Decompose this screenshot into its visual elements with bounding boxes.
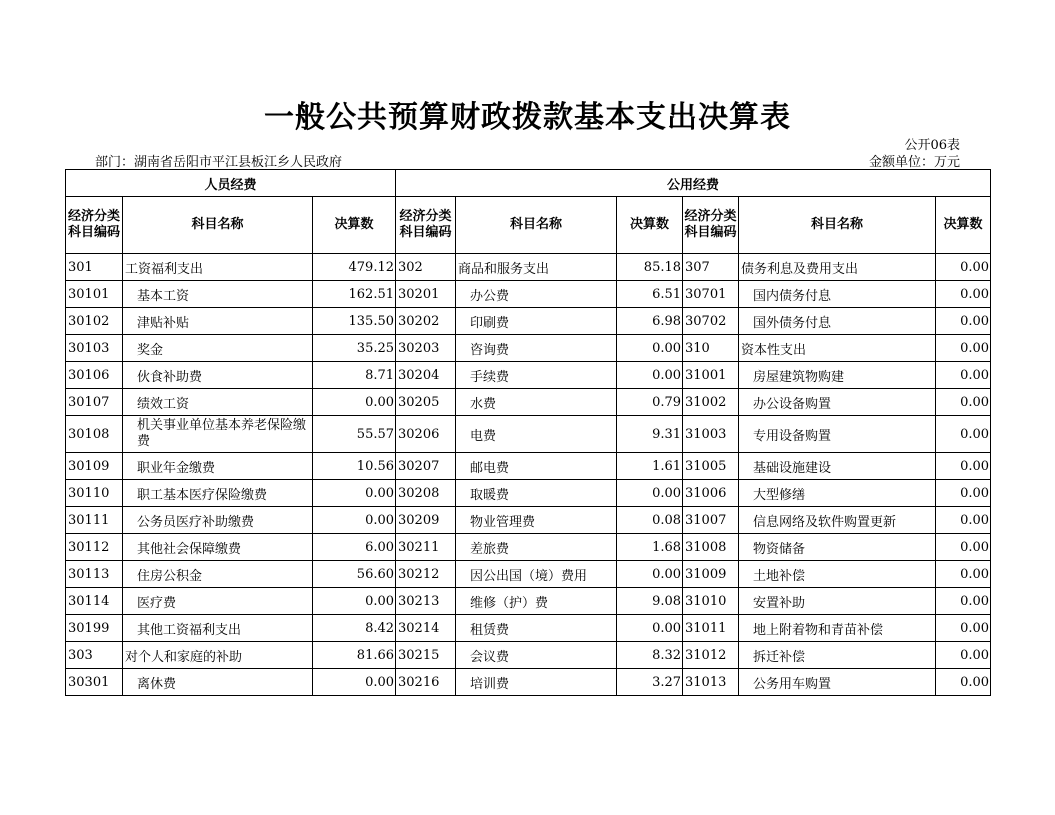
item-name-cell: 机关事业单位基本养老保险缴费	[123, 416, 313, 453]
item-name-cell: 伙食补助费	[123, 362, 313, 389]
item-name-cell: 专用设备购置	[739, 416, 936, 453]
item-name-cell: 培训费	[456, 669, 617, 696]
table-row	[66, 534, 991, 561]
amount-cell: 0.00	[936, 362, 991, 389]
code-cell: 302	[396, 254, 456, 281]
amount-cell: 0.79	[617, 389, 683, 416]
table-row	[66, 588, 991, 615]
item-name-cell: 津贴补贴	[123, 308, 313, 335]
code-cell: 31012	[683, 642, 739, 669]
amount-cell: 35.25	[313, 335, 396, 362]
amount-cell: 0.00	[313, 389, 396, 416]
item-name-cell: 地上附着物和青苗补偿	[739, 615, 936, 642]
item-name-cell: 拆迁补偿	[739, 642, 936, 669]
amount-cell: 0.00	[936, 615, 991, 642]
code-cell: 31008	[683, 534, 739, 561]
amount-cell: 0.00	[936, 281, 991, 308]
department-label: 部门：湖南省岳阳市平江县板江乡人民政府	[95, 155, 343, 170]
code-cell: 31005	[683, 453, 739, 480]
item-name-cell: 绩效工资	[123, 389, 313, 416]
item-name-cell: 国外债务付息	[739, 308, 936, 335]
code-cell: 30106	[66, 362, 123, 389]
amount-cell: 0.00	[936, 669, 991, 696]
code-cell: 31006	[683, 480, 739, 507]
amount-cell: 85.18	[617, 254, 683, 281]
amount-cell: 0.00	[936, 642, 991, 669]
table-row	[66, 507, 991, 534]
item-name-cell: 咨询费	[456, 335, 617, 362]
code-cell: 31011	[683, 615, 739, 642]
table-row	[66, 308, 991, 335]
item-name-cell: 取暖费	[456, 480, 617, 507]
item-name-cell: 医疗费	[123, 588, 313, 615]
amount-cell: 0.00	[936, 534, 991, 561]
amount-cell: 3.27	[617, 669, 683, 696]
item-name-cell: 基本工资	[123, 281, 313, 308]
amount-cell: 162.51	[313, 281, 396, 308]
amount-cell: 0.00	[936, 335, 991, 362]
code-cell: 31010	[683, 588, 739, 615]
page-title: 一般公共预算财政拨款基本支出决算表	[264, 100, 791, 135]
amount-cell: 0.00	[617, 561, 683, 588]
amount-cell: 6.98	[617, 308, 683, 335]
item-name-cell: 职业年金缴费	[123, 453, 313, 480]
header-name: 科目名称	[739, 197, 936, 254]
item-name-cell: 资本性支出	[739, 335, 936, 362]
item-name-cell: 债务利息及费用支出	[739, 254, 936, 281]
code-cell: 301	[66, 254, 123, 281]
code-cell: 30103	[66, 335, 123, 362]
amount-cell: 0.00	[617, 362, 683, 389]
code-cell: 30205	[396, 389, 456, 416]
amount-cell: 0.00	[936, 507, 991, 534]
code-cell: 30107	[66, 389, 123, 416]
item-name-cell: 其他社会保障缴费	[123, 534, 313, 561]
table-row	[66, 615, 991, 642]
item-name-cell: 信息网络及软件购置更新	[739, 507, 936, 534]
code-cell: 303	[66, 642, 123, 669]
amount-cell: 0.00	[936, 389, 991, 416]
code-cell: 30108	[66, 416, 123, 453]
code-cell: 30199	[66, 615, 123, 642]
item-name-cell: 电费	[456, 416, 617, 453]
code-cell: 30114	[66, 588, 123, 615]
amount-cell: 0.00	[617, 335, 683, 362]
item-name-cell: 办公费	[456, 281, 617, 308]
table-row	[66, 416, 991, 453]
header-amount: 决算数	[313, 197, 396, 254]
form-number: 公开06表	[904, 138, 960, 153]
amount-cell: 135.50	[313, 308, 396, 335]
section-public: 公用经费	[396, 170, 991, 197]
amount-cell: 0.00	[936, 308, 991, 335]
item-name-cell: 国内债务付息	[739, 281, 936, 308]
amount-cell: 0.00	[617, 480, 683, 507]
code-cell: 30215	[396, 642, 456, 669]
amount-cell: 1.61	[617, 453, 683, 480]
header-code: 经济分类科目编码	[66, 197, 123, 254]
amount-cell: 0.00	[936, 480, 991, 507]
amount-cell: 8.32	[617, 642, 683, 669]
amount-cell: 0.00	[617, 615, 683, 642]
table-row	[66, 561, 991, 588]
code-cell: 30102	[66, 308, 123, 335]
code-cell: 30101	[66, 281, 123, 308]
code-cell: 31002	[683, 389, 739, 416]
code-cell: 30113	[66, 561, 123, 588]
code-cell: 30201	[396, 281, 456, 308]
item-name-cell: 邮电费	[456, 453, 617, 480]
item-name-cell: 公务员医疗补助缴费	[123, 507, 313, 534]
item-name-cell: 物业管理费	[456, 507, 617, 534]
amount-cell: 56.60	[313, 561, 396, 588]
amount-cell: 1.68	[617, 534, 683, 561]
amount-cell: 0.00	[936, 416, 991, 453]
item-name-cell: 物资储备	[739, 534, 936, 561]
code-cell: 30702	[683, 308, 739, 335]
amount-cell: 55.57	[313, 416, 396, 453]
item-name-cell: 维修（护）费	[456, 588, 617, 615]
item-name-cell: 手续费	[456, 362, 617, 389]
code-cell: 30207	[396, 453, 456, 480]
item-name-cell: 办公设备购置	[739, 389, 936, 416]
header-name: 科目名称	[456, 197, 617, 254]
item-name-cell: 水费	[456, 389, 617, 416]
amount-cell: 0.00	[313, 588, 396, 615]
code-cell: 30112	[66, 534, 123, 561]
code-cell: 30208	[396, 480, 456, 507]
item-name-cell: 公务用车购置	[739, 669, 936, 696]
table-row	[66, 254, 991, 281]
amount-cell: 10.56	[313, 453, 396, 480]
amount-cell: 0.00	[313, 480, 396, 507]
code-cell: 30209	[396, 507, 456, 534]
code-cell: 30202	[396, 308, 456, 335]
header-code: 经济分类科目编码	[683, 197, 739, 254]
table-row	[66, 335, 991, 362]
item-name-cell: 基础设施建设	[739, 453, 936, 480]
table-row	[66, 669, 991, 696]
expenditure-table	[65, 169, 991, 696]
item-name-cell: 差旅费	[456, 534, 617, 561]
item-name-cell: 印刷费	[456, 308, 617, 335]
item-name-cell: 对个人和家庭的补助	[123, 642, 313, 669]
amount-cell: 0.00	[936, 561, 991, 588]
table-row	[66, 389, 991, 416]
table-row	[66, 281, 991, 308]
amount-cell: 8.71	[313, 362, 396, 389]
code-cell: 310	[683, 335, 739, 362]
section-personnel: 人员经费	[66, 170, 396, 197]
amount-cell: 0.00	[313, 669, 396, 696]
item-name-cell: 商品和服务支出	[456, 254, 617, 281]
amount-cell: 479.12	[313, 254, 396, 281]
amount-cell: 0.00	[936, 254, 991, 281]
code-cell: 30111	[66, 507, 123, 534]
code-cell: 30109	[66, 453, 123, 480]
table-row	[66, 480, 991, 507]
amount-cell: 0.08	[617, 507, 683, 534]
code-cell: 30701	[683, 281, 739, 308]
table-row	[66, 362, 991, 389]
item-name-cell: 奖金	[123, 335, 313, 362]
code-cell: 31009	[683, 561, 739, 588]
amount-unit-label: 金额单位：万元	[868, 155, 960, 170]
amount-cell: 9.08	[617, 588, 683, 615]
header-amount: 决算数	[617, 197, 683, 254]
item-name-cell: 房屋建筑物购建	[739, 362, 936, 389]
code-cell: 31013	[683, 669, 739, 696]
amount-cell: 9.31	[617, 416, 683, 453]
table-row	[66, 642, 991, 669]
item-name-cell: 安置补助	[739, 588, 936, 615]
amount-cell: 0.00	[313, 507, 396, 534]
code-cell: 30204	[396, 362, 456, 389]
code-cell: 30206	[396, 416, 456, 453]
amount-cell: 81.66	[313, 642, 396, 669]
amount-cell: 0.00	[936, 588, 991, 615]
item-name-cell: 因公出国（境）费用	[456, 561, 617, 588]
table-row	[66, 453, 991, 480]
item-name-cell: 离休费	[123, 669, 313, 696]
code-cell: 30216	[396, 669, 456, 696]
item-name-cell: 租赁费	[456, 615, 617, 642]
code-cell: 30212	[396, 561, 456, 588]
code-cell: 30213	[396, 588, 456, 615]
amount-cell: 8.42	[313, 615, 396, 642]
item-name-cell: 其他工资福利支出	[123, 615, 313, 642]
amount-cell: 6.00	[313, 534, 396, 561]
item-name-cell: 土地补偿	[739, 561, 936, 588]
code-cell: 31001	[683, 362, 739, 389]
header-name: 科目名称	[123, 197, 313, 254]
code-cell: 30301	[66, 669, 123, 696]
code-cell: 30211	[396, 534, 456, 561]
item-name-cell: 工资福利支出	[123, 254, 313, 281]
amount-cell: 6.51	[617, 281, 683, 308]
code-cell: 31007	[683, 507, 739, 534]
code-cell: 31003	[683, 416, 739, 453]
header-amount: 决算数	[936, 197, 991, 254]
code-cell: 30110	[66, 480, 123, 507]
amount-cell: 0.00	[936, 453, 991, 480]
item-name-cell: 住房公积金	[123, 561, 313, 588]
item-name-cell: 会议费	[456, 642, 617, 669]
code-cell: 30214	[396, 615, 456, 642]
item-name-cell: 职工基本医疗保险缴费	[123, 480, 313, 507]
code-cell: 307	[683, 254, 739, 281]
code-cell: 30203	[396, 335, 456, 362]
header-code: 经济分类科目编码	[396, 197, 456, 254]
item-name-cell: 大型修缮	[739, 480, 936, 507]
